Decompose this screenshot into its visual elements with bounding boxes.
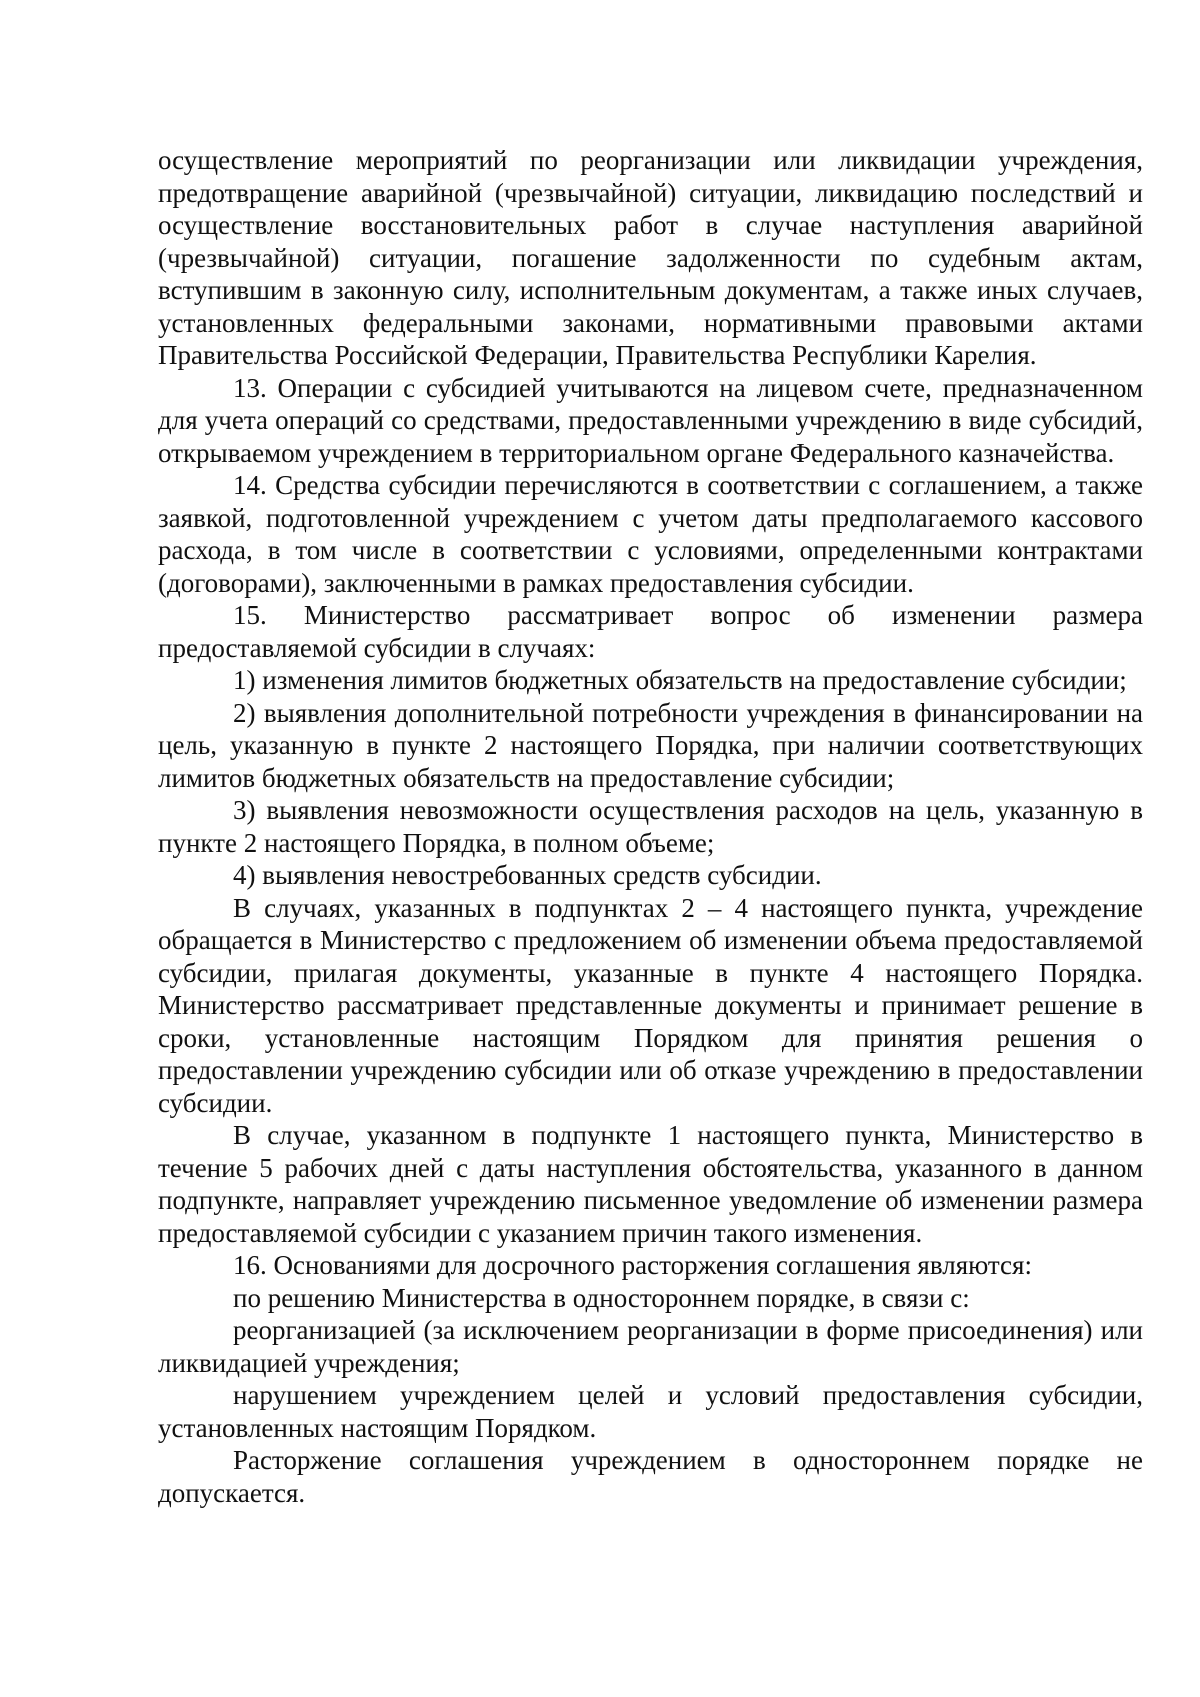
paragraph-item-15: 15. Министерство рассматривает вопрос об изменении размера предоставляемой субсидии в случаях: <box>158 600 1143 663</box>
subitem-2: 2) выявления дополнительной потребности учреждения в финансировании на цель, указанную в пункте 2 настоящего Порядка, при наличии соответствующих лимитов бюджетных обязательств на предоставление субсидии; <box>158 697 1143 793</box>
subitem-4: 4) выявления невостребованных средств субсидии. <box>233 860 822 890</box>
subitem-3: 3) выявления невозможности осуществления расходов на цель, указанную в пункте 2 настоящего Порядка, в полном объеме; <box>158 795 1143 858</box>
paragraph-item-13: 13. Операции с субсидией учитываются на лицевом счете, предназначенном для учета операций со средствами, предоставленными учреждению в виде субсидий, открываемом учреждением в территориальном органе Федерального казначейства. <box>158 372 1143 468</box>
paragraph-case-1: В случае, указанном в подпункте 1 настоящего пункта, Министерство в течение 5 рабочих дней с даты наступления обстоятельства, указанного в данном подпункте, направляет учреждению письменное уведомление об изменении размера предоставляемой субсидии с указанием причин такого изменения. <box>158 1120 1143 1248</box>
paragraph-item-14: 14. Средства субсидии перечисляются в соответствии с соглашением, а также заявкой, подготовленной учреждением с учетом даты предполагаемого кассового расхода, в том числе в соответствии с условиями, определенными контрактами (договорами), заключенными в рамках предоставления субсидии. <box>158 470 1143 598</box>
paragraph-termination-not-allowed: Расторжение соглашения учреждением в одностороннем порядке не допускается. <box>158 1445 1143 1508</box>
document-page <box>158 144 1143 1509</box>
paragraph-reorganization: реорганизацией (за исключением реорганизации в форме присоединения) или ликвидацией учреждения; <box>158 1315 1143 1378</box>
paragraph-cases-2-4: В случаях, указанных в подпунктах 2 – 4 настоящего пункта, учреждение обращается в Министерство с предложением об изменении объема предоставляемой субсидии, прилагая документы, указанные в пункте 4 настоящего Порядка. Министерство рассматривает представленные документы и принимает решение в сроки, установленные настоящим Порядком для принятия решения о предоставлении учреждению субсидии или об отказе учреждению в предоставлении субсидии. <box>158 892 1143 1118</box>
paragraph-item-16: 16. Основаниями для досрочного расторжения соглашения являются: <box>233 1250 1032 1280</box>
paragraph-continuation: осуществление мероприятий по реорганизации или ликвидации учреждения, предотвращение аварийной (чрезвычайной) ситуации, ликвидацию последствий и осуществление восстановительных работ в случае наступления аварийной (чрезвычайной) ситуации, погашение задолженности по судебным актам, вступившим в законную силу, исполнительным документам, а также иных случаев, установленных федеральными законами, нормативными правовыми актами Правительства Российской Федерации, Правительства Республики Карелия. <box>158 145 1143 370</box>
paragraph-violation: нарушением учреждением целей и условий предоставления субсидии, установленных настоящим Порядком. <box>158 1380 1143 1443</box>
paragraph-unilateral-decision: по решению Министерства в одностороннем порядке, в связи с: <box>233 1282 970 1313</box>
subitem-1: 1) изменения лимитов бюджетных обязательств на предоставление субсидии; <box>233 665 1127 695</box>
